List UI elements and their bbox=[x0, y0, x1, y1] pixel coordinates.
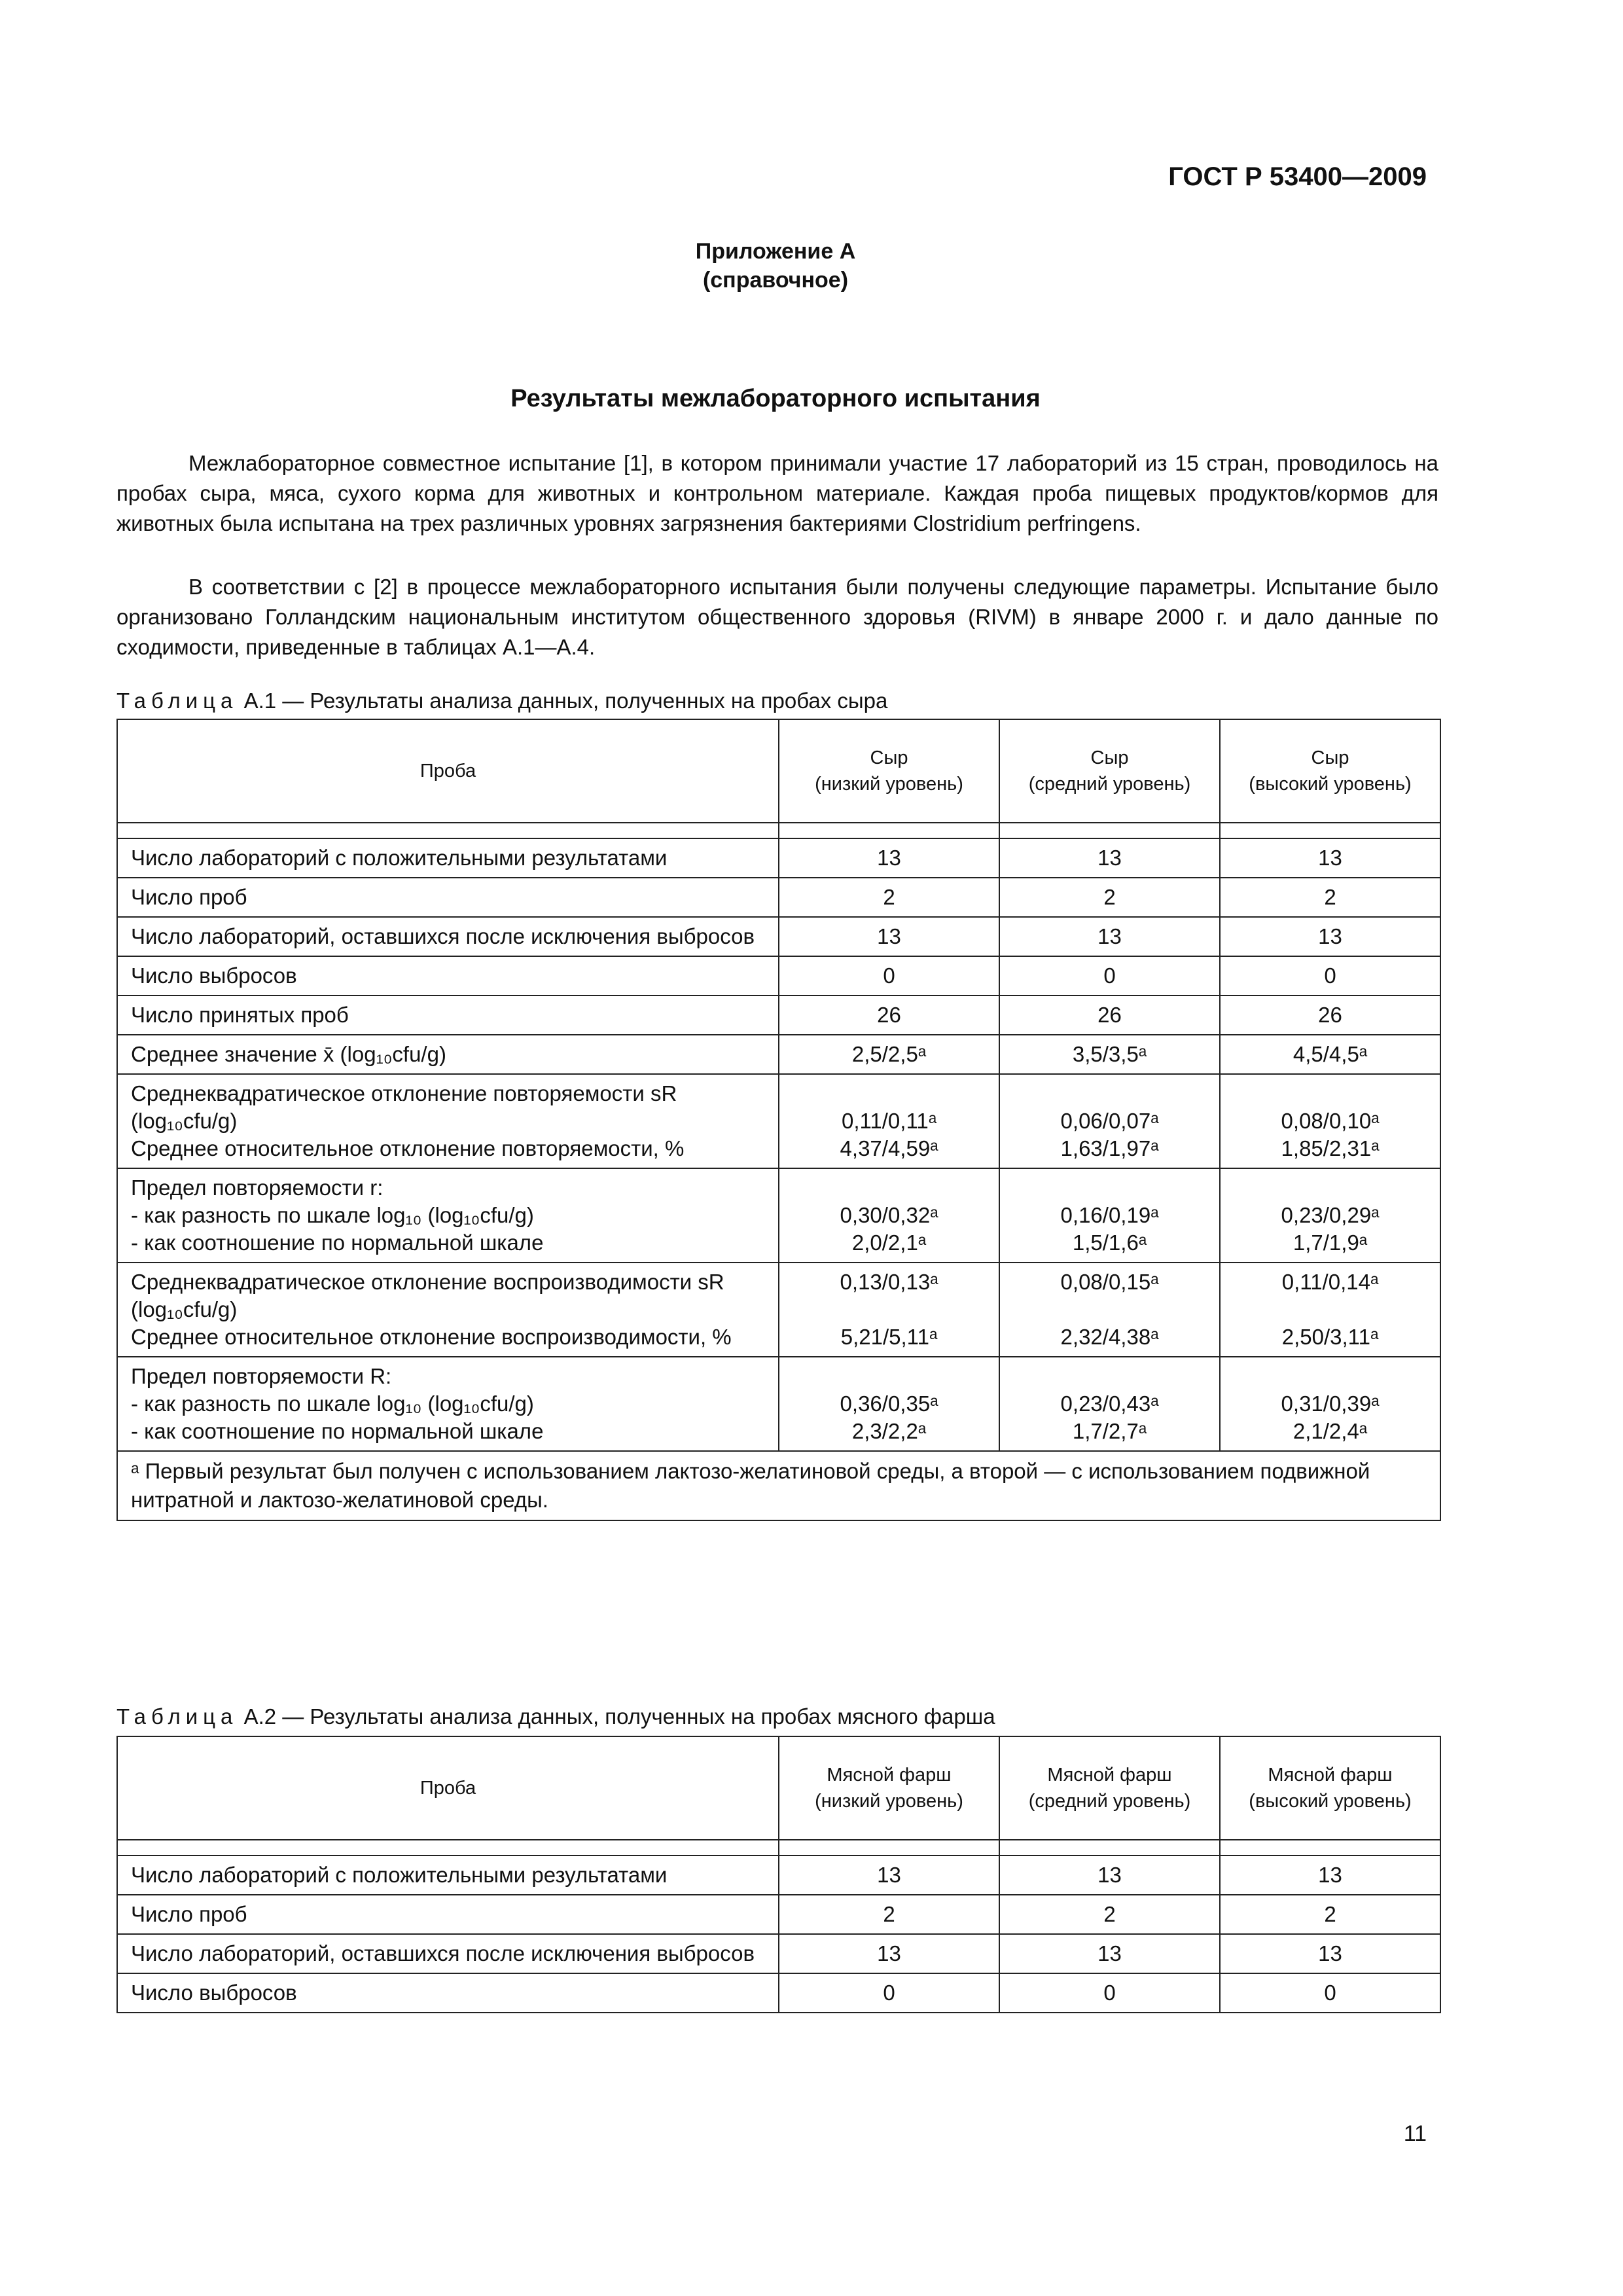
table-row bbox=[117, 1074, 1440, 1168]
row-value: 2 bbox=[1220, 1895, 1440, 1934]
row-label: Число проб bbox=[117, 878, 779, 917]
row-value: 0,11/0,14ᵃ 2,50/3,11ᵃ bbox=[1220, 1263, 1440, 1357]
table-row bbox=[117, 1263, 1440, 1357]
section-title: Результаты межлабораторного испытания bbox=[510, 385, 1041, 412]
header-cell: Мясной фарш (высокий уровень) bbox=[1220, 1736, 1440, 1840]
row-label: Предел повторяемости R: - как разность по шкале log₁₀ (log₁₀cfu/g) - как соотношение по нормальной шкале bbox=[117, 1357, 779, 1451]
row-label: Число лабораторий с положительными результатами bbox=[117, 1856, 779, 1895]
table-a2-caption bbox=[116, 1704, 995, 1729]
header-cell: Сыр (низкий уровень) bbox=[779, 719, 999, 823]
row-value: 0,23/0,43ᵃ 1,7/2,7ᵃ bbox=[999, 1357, 1220, 1451]
row-label: Число принятых проб bbox=[117, 996, 779, 1035]
table-body bbox=[117, 838, 1440, 1451]
row-label: Число лабораторий с положительными результатами bbox=[117, 838, 779, 878]
table-header-row bbox=[117, 719, 1440, 823]
row-value: 13 bbox=[999, 838, 1220, 878]
row-label: Среднеквадратическое отклонение воспроизводимости sR (log₁₀cfu/g) Среднее относительное отклонение воспроизводимости, % bbox=[117, 1263, 779, 1357]
header-cell: Сыр (средний уровень) bbox=[999, 719, 1220, 823]
paragraph-text: В соответствии с [2] в процессе межлабораторного испытания были получены следующие параметры. Испытание было организовано Голландским национальным институтом общественного здоровья (RIVM) в январе 2000 г. и дало данные по сходимости, приведенные в таблицах А.1—А.4. bbox=[116, 575, 1438, 659]
row-label: Среднее значение x̄ (log₁₀cfu/g) bbox=[117, 1035, 779, 1074]
row-value: 0 bbox=[779, 1973, 999, 2013]
row-label: Среднеквадратическое отклонение повторяемости sR (log₁₀cfu/g) Среднее относительное отклонение повторяемости, % bbox=[117, 1074, 779, 1168]
table-row bbox=[117, 1973, 1440, 2013]
row-value: 13 bbox=[779, 1934, 999, 1973]
row-value: 0,08/0,15ᵃ 2,32/4,38ᵃ bbox=[999, 1263, 1220, 1357]
row-value: 0 bbox=[779, 956, 999, 996]
row-value: 26 bbox=[999, 996, 1220, 1035]
row-value: 13 bbox=[779, 1856, 999, 1895]
table-body bbox=[117, 1856, 1440, 2013]
row-value: 0 bbox=[1220, 956, 1440, 996]
row-value: 13 bbox=[999, 1856, 1220, 1895]
table-header-row bbox=[117, 1736, 1440, 1840]
row-value: 3,5/3,5ᵃ bbox=[999, 1035, 1220, 1074]
row-value: 13 bbox=[779, 838, 999, 878]
table-row bbox=[117, 996, 1440, 1035]
table-row bbox=[117, 1168, 1440, 1263]
table-row bbox=[117, 1895, 1440, 1934]
row-value: 2,5/2,5ᵃ bbox=[779, 1035, 999, 1074]
row-value: 2 bbox=[999, 1895, 1220, 1934]
page-number: 11 bbox=[1403, 2121, 1427, 2146]
row-value: 0,30/0,32ᵃ 2,0/2,1ᵃ bbox=[779, 1168, 999, 1263]
row-label: Число лабораторий, оставшихся после исключения выбросов bbox=[117, 917, 779, 956]
annex-type: (справочное) bbox=[702, 268, 849, 293]
paragraph-text: Межлабораторное совместное испытание [1], в котором принимали участие 17 лабораторий из 15 стран, проводилось на пробах сыра, мяса, сухого корма для животных и контрольном материале. Каждая проба пищевых продуктов/кормов для животных была испытана на трех различных уровнях загрязнения бактериями Clostridium perfringens. bbox=[116, 451, 1438, 535]
table-row bbox=[117, 1856, 1440, 1895]
row-value: 2 bbox=[779, 1895, 999, 1934]
row-value: 13 bbox=[999, 917, 1220, 956]
header-cell: Проба bbox=[117, 1736, 779, 1840]
table-row bbox=[117, 1357, 1440, 1451]
header-cell: Мясной фарш (средний уровень) bbox=[999, 1736, 1220, 1840]
table-row bbox=[117, 917, 1440, 956]
row-value: 13 bbox=[999, 1934, 1220, 1973]
row-label: Число лабораторий, оставшихся после исключения выбросов bbox=[117, 1934, 779, 1973]
row-value: 2 bbox=[779, 878, 999, 917]
row-value: 13 bbox=[779, 917, 999, 956]
row-value: 0 bbox=[999, 956, 1220, 996]
row-label: Число проб bbox=[117, 1895, 779, 1934]
table-word: Таблица bbox=[116, 1704, 238, 1729]
table-row bbox=[117, 1035, 1440, 1074]
table-a1-caption bbox=[116, 689, 887, 713]
header-separator bbox=[117, 1840, 1440, 1856]
row-value: 0,23/0,29ᵃ 1,7/1,9ᵃ bbox=[1220, 1168, 1440, 1263]
row-value: 2 bbox=[1220, 878, 1440, 917]
header-cell: Сыр (высокий уровень) bbox=[1220, 719, 1440, 823]
row-value: 0 bbox=[1220, 1973, 1440, 2013]
row-label: Число выбросов bbox=[117, 956, 779, 996]
intro-paragraph-1 bbox=[116, 448, 1438, 539]
document-code: ГОСТ Р 53400—2009 bbox=[1168, 162, 1427, 191]
table-footnote-row bbox=[117, 1451, 1440, 1520]
row-value: 13 bbox=[1220, 917, 1440, 956]
annex-heading bbox=[0, 237, 1551, 295]
row-value: 0 bbox=[999, 1973, 1220, 2013]
table-footnote: ᵃ Первый результат был получен с использованием лактозо-желатиновой среды, а второй — с использованием подвижной нитратной и лактозо-желатиновой среды. bbox=[117, 1451, 1440, 1520]
row-value: 26 bbox=[779, 996, 999, 1035]
row-value: 0,16/0,19ᵃ 1,5/1,6ᵃ bbox=[999, 1168, 1220, 1263]
header-separator bbox=[117, 823, 1440, 838]
row-label: Число выбросов bbox=[117, 1973, 779, 2013]
table-a1 bbox=[116, 719, 1441, 1521]
row-label: Предел повторяемости r: - как разность по шкале log₁₀ (log₁₀cfu/g) - как соотношение по нормальной шкале bbox=[117, 1168, 779, 1263]
row-value: 13 bbox=[1220, 838, 1440, 878]
table-caption-text: А.2 — Результаты анализа данных, полученных на пробах мясного фарша bbox=[243, 1704, 995, 1729]
row-value: 4,5/4,5ᵃ bbox=[1220, 1035, 1440, 1074]
table-row bbox=[117, 838, 1440, 878]
table-word: Таблица bbox=[116, 689, 238, 713]
row-value: 26 bbox=[1220, 996, 1440, 1035]
row-value: 0,36/0,35ᵃ 2,3/2,2ᵃ bbox=[779, 1357, 999, 1451]
header-cell: Проба bbox=[117, 719, 779, 823]
row-value: 0,13/0,13ᵃ 5,21/5,11ᵃ bbox=[779, 1263, 999, 1357]
row-value: 0,31/0,39ᵃ 2,1/2,4ᵃ bbox=[1220, 1357, 1440, 1451]
table-row bbox=[117, 956, 1440, 996]
row-value: 0,06/0,07ᵃ 1,63/1,97ᵃ bbox=[999, 1074, 1220, 1168]
table-a2 bbox=[116, 1736, 1441, 2013]
table-caption-text: А.1 — Результаты анализа данных, полученных на пробах сыра bbox=[243, 689, 888, 713]
intro-paragraph-2 bbox=[116, 572, 1438, 662]
row-value: 0,11/0,11ᵃ 4,37/4,59ᵃ bbox=[779, 1074, 999, 1168]
row-value: 13 bbox=[1220, 1856, 1440, 1895]
row-value: 13 bbox=[1220, 1934, 1440, 1973]
annex-title: Приложение А bbox=[695, 239, 856, 264]
header-cell: Мясной фарш (низкий уровень) bbox=[779, 1736, 999, 1840]
table-row bbox=[117, 1934, 1440, 1973]
row-value: 0,08/0,10ᵃ 1,85/2,31ᵃ bbox=[1220, 1074, 1440, 1168]
table-row bbox=[117, 878, 1440, 917]
row-value: 2 bbox=[999, 878, 1220, 917]
